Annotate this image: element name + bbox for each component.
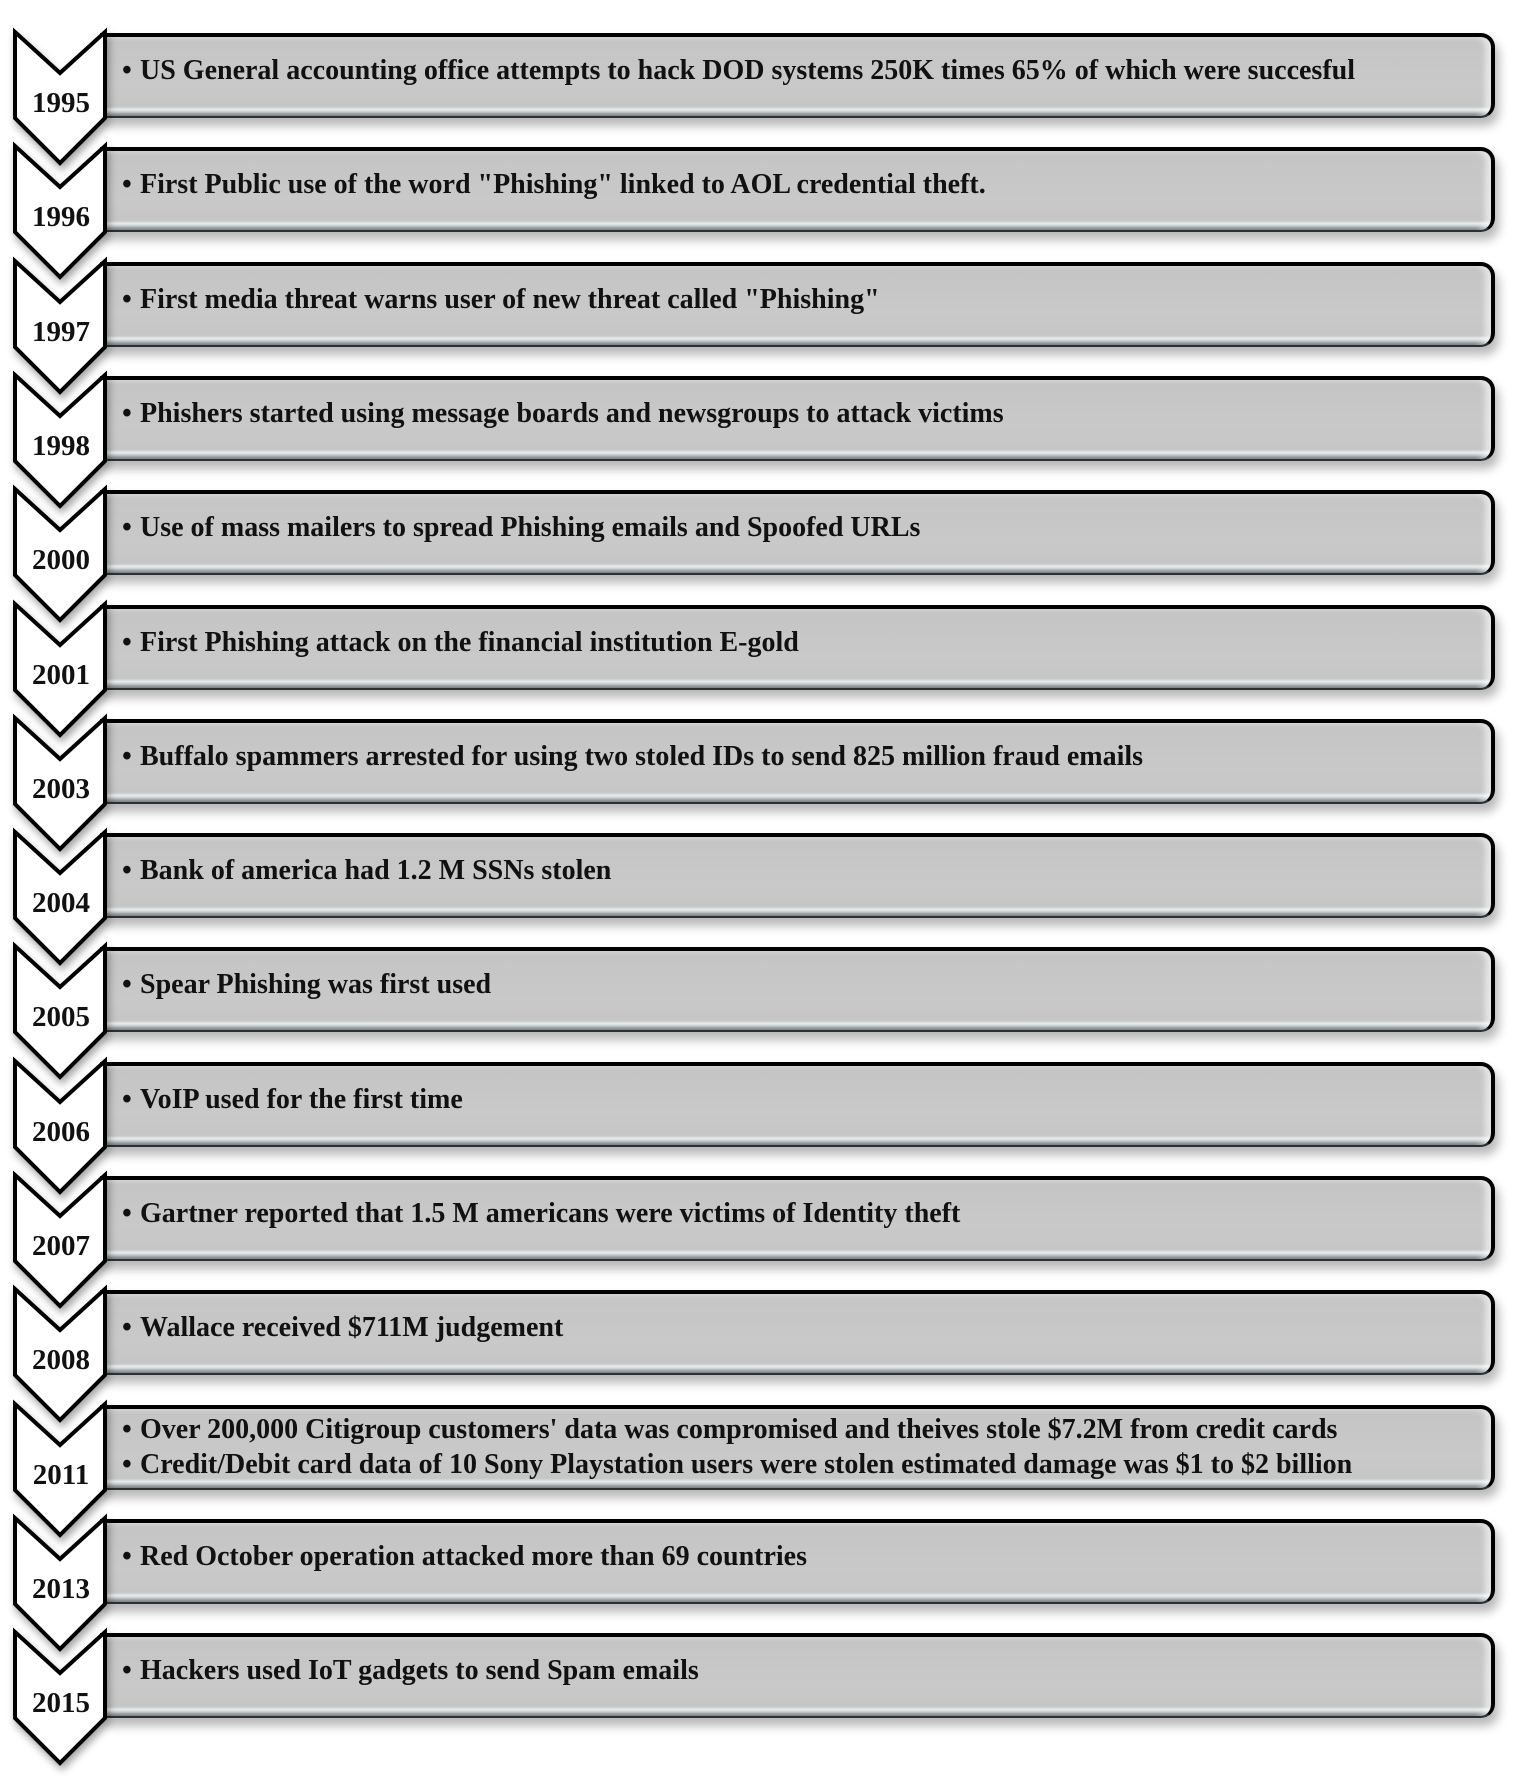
event-line (122, 510, 1471, 545)
bullet-icon: • (122, 855, 132, 886)
bullet-icon: • (122, 1655, 132, 1686)
event-line (122, 625, 1471, 660)
bullet-icon: • (122, 1541, 132, 1572)
timeline-row (0, 947, 1521, 1081)
year-label: 2003 (32, 773, 90, 805)
timeline-row (0, 147, 1521, 281)
bullet-icon: • (122, 169, 132, 200)
event-text: Credit/Debit card data of 10 Sony Playstation users were stolen estimated damage was $1 to $2 billion (140, 1449, 1353, 1480)
event-line (122, 396, 1471, 431)
event-line (122, 1196, 1471, 1231)
year-label: 2006 (32, 1116, 90, 1148)
timeline-row (0, 1633, 1521, 1767)
bullet-icon: • (122, 1198, 132, 1229)
bullet-icon: • (122, 1414, 132, 1445)
event-box (100, 262, 1495, 347)
event-box (100, 1062, 1495, 1147)
year-label: 2000 (32, 544, 90, 576)
event-line (122, 853, 1471, 888)
event-box (100, 1405, 1495, 1490)
event-text: Red October operation attacked more than 69 countries (140, 1541, 807, 1572)
bullet-icon: • (122, 1449, 132, 1480)
bullet-icon: • (122, 969, 132, 1000)
event-box (100, 947, 1495, 1032)
bullet-icon: • (122, 398, 132, 429)
event-line (122, 1310, 1471, 1345)
event-box (100, 376, 1495, 461)
event-line (122, 739, 1471, 774)
event-text: Hackers used IoT gadgets to send Spam emails (140, 1655, 699, 1686)
event-line (122, 1412, 1471, 1447)
event-text: Spear Phishing was first used (140, 969, 492, 1000)
event-box (100, 147, 1495, 232)
year-label: 1997 (32, 316, 90, 348)
event-line (122, 53, 1471, 88)
event-line (122, 1082, 1471, 1117)
year-label: 2013 (32, 1573, 90, 1605)
event-line (122, 1447, 1471, 1482)
timeline-row (0, 490, 1521, 624)
year-label: 2007 (32, 1230, 90, 1262)
event-line (122, 167, 1471, 202)
event-text: US General accounting office attempts to hack DOD systems 250K times 65% of which were succesful (140, 55, 1355, 86)
event-text: VoIP used for the first time (140, 1084, 463, 1115)
event-line (122, 1539, 1471, 1574)
event-box (100, 1633, 1495, 1718)
bullet-icon: • (122, 1084, 132, 1115)
event-line (122, 967, 1471, 1002)
event-line (122, 282, 1471, 317)
event-box (100, 1519, 1495, 1604)
event-text: Buffalo spammers arrested for using two stoled IDs to send 825 million fraud emails (140, 741, 1144, 772)
year-label: 2005 (32, 1001, 90, 1033)
bullet-icon: • (122, 741, 132, 772)
event-text: Over 200,000 Citigroup customers' data was compromised and theives stole $7.2M from credit cards (140, 1414, 1338, 1445)
year-label: 2008 (32, 1344, 90, 1376)
year-label: 1995 (32, 87, 90, 119)
event-box (100, 719, 1495, 804)
event-text: Wallace received $711M judgement (140, 1312, 564, 1343)
year-label: 2015 (32, 1687, 90, 1719)
timeline-row (0, 1290, 1521, 1424)
bullet-icon: • (122, 627, 132, 658)
event-text: First media threat warns user of new threat called "Phishing" (140, 284, 880, 315)
event-text: First Public use of the word "Phishing" linked to AOL credential theft. (140, 169, 986, 200)
event-line (122, 1653, 1471, 1688)
event-text: Phishers started using message boards and newsgroups to attack victims (140, 398, 1004, 429)
event-text: Bank of america had 1.2 M SSNs stolen (140, 855, 612, 886)
event-box (100, 833, 1495, 918)
bullet-icon: • (122, 1312, 132, 1343)
event-text: Gartner reported that 1.5 M americans were victims of Identity theft (140, 1198, 961, 1229)
event-box (100, 33, 1495, 118)
bullet-icon: • (122, 55, 132, 86)
event-box (100, 1176, 1495, 1261)
bullet-icon: • (122, 284, 132, 315)
event-text: First Phishing attack on the financial institution E-gold (140, 627, 799, 658)
event-box (100, 1290, 1495, 1375)
year-label: 2001 (32, 659, 90, 691)
year-label: 1998 (32, 430, 90, 462)
bullet-icon: • (122, 512, 132, 543)
year-label: 2011 (32, 1459, 90, 1491)
year-label: 1996 (32, 201, 90, 233)
event-text: Use of mass mailers to spread Phishing emails and Spoofed URLs (140, 512, 921, 543)
event-box (100, 490, 1495, 575)
year-label: 2004 (32, 887, 90, 919)
event-box (100, 605, 1495, 690)
